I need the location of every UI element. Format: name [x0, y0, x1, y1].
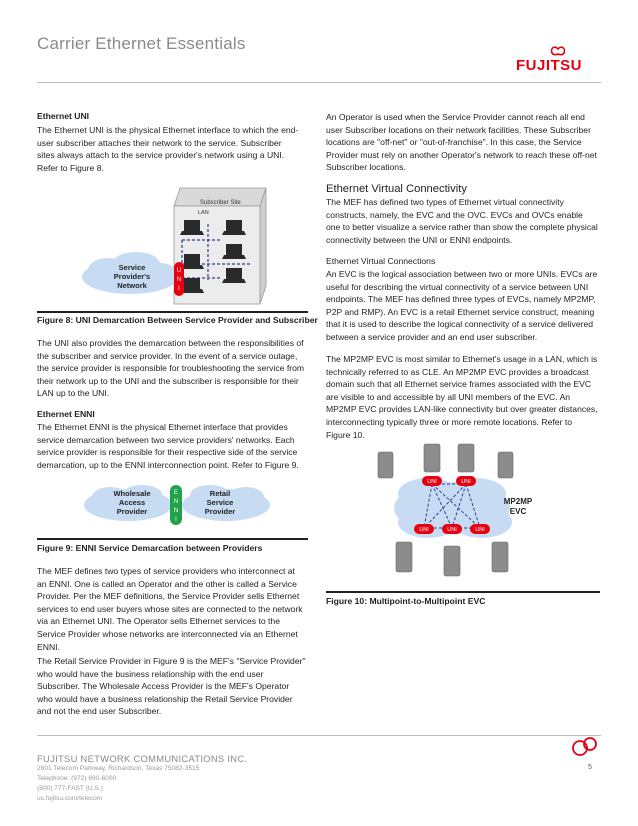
figure-10-caption: Figure 10: Multipoint-to-Multipoint EVC	[326, 596, 486, 606]
lan-label: LAN	[198, 210, 209, 216]
subscriber-site-label: Subscriber Site	[200, 200, 241, 206]
header-rule	[37, 82, 601, 83]
heading-ethernet-enni: Ethernet ENNI	[37, 409, 95, 419]
wholesale-line2: Access	[118, 498, 146, 507]
footer-company: FUJITSU NETWORK COMMUNICATIONS INC.	[37, 753, 248, 764]
paragraph-mef-providers: The MEF defines two types of service providers who interconnect at an ENNI. One is called an Operator and the other is called a Service Provider. Per the MEF definitions, the Service Provider sells Ethernet services to end user buyers whose sites are connected to the network via an Ethernet UNI. The Operator sells Ethernet services to the Service Provider whose networks are interconnected via an Ethernet ENNI.	[37, 566, 303, 652]
fujitsu-infinity-icon	[568, 735, 602, 757]
cloud-line2: Provider's	[113, 272, 151, 281]
enni-letter-e: E	[173, 490, 179, 496]
cloud-line1: Service	[118, 263, 146, 272]
figure-10-rule	[326, 591, 600, 593]
enni-letter-n1: N	[173, 499, 179, 505]
uni-badge-1: UNI	[427, 479, 437, 485]
page-number: 5	[588, 764, 592, 771]
uni-badge-4: UNI	[447, 527, 457, 533]
enni-letter-i: I	[175, 517, 177, 523]
paragraph-evc-definition: An EVC is the logical association between two or more UNIs. EVCs are useful for describing the virtual connectivity of a service between UNI endpoints. The MEF has defined three types of EVCs, namely MP2MP, P2P and RMP). An EVC is a retail Ethernet service construct, meaning that it is used to describe the logical connectivity of a service delivered between a service provider and an end user subscriber.	[326, 269, 598, 342]
uni-badge-2: UNI	[461, 479, 471, 485]
paragraph-uni-demarcation: The UNI also provides the demarcation between the responsibilities of the subscriber and service provider. In the event of a service outage, the service provider is responsible for troubleshooting the service from their network up to the UNI and the subscriber is responsible for their LAN up to the UNI.	[37, 338, 305, 399]
figure-10-diagram	[370, 442, 550, 582]
evc-line1: MP2MP	[503, 497, 533, 506]
cloud-line3: Network	[117, 281, 147, 290]
footer-address: 2801 Telecom Parkway, Richardson, Texas 75082-3515	[37, 765, 200, 772]
retail-line2: Service	[206, 498, 234, 507]
figure-9-diagram	[80, 481, 280, 527]
figure-8-caption: Figure 8: UNI Demarcation Between Service Provider and Subscriber	[37, 315, 318, 325]
heading-ethernet-uni: Ethernet UNI	[37, 111, 90, 121]
paragraph-operator: An Operator is used when the Service Provider cannot reach all end user Subscriber locations on their network facilities. These Subscriber locations are "off-net" or "out-of-franchise". In this case, the Service Provider must rely on another Operator's network to reach these off-net Subscriber locations.	[326, 112, 597, 173]
wholesale-line1: Wholesale	[113, 489, 151, 498]
footer-url[interactable]: us.fujitsu.com/telecom	[37, 795, 103, 802]
paragraph-ethernet-enni: The Ethernet ENNI is the physical Ethernet interface that provides service demarcation between two service providers' networks. Each service provider is responsible for their respective side of the service demarcation, up to the ENNI interconnection point. Refer to Figure 9.	[37, 422, 299, 470]
uni-letter-u: U	[176, 268, 182, 274]
figure-8-rule	[37, 311, 308, 313]
figure-9-caption: Figure 9: ENNI Service Demarcation between Providers	[37, 543, 263, 553]
document-title: Carrier Ethernet Essentials	[37, 34, 246, 53]
figure-9-rule	[37, 538, 308, 540]
retail-line3: Provider	[204, 507, 236, 516]
fujitsu-logo	[516, 44, 600, 74]
footer-phone: Telephone: (972) 690-6000	[37, 775, 117, 782]
figure-8-diagram	[70, 180, 310, 310]
heading-ethernet-virtual-connectivity: Ethernet Virtual Connectivity	[326, 183, 467, 195]
footer-phone2: (800) 777-FAST (U.S.)	[37, 785, 103, 792]
enni-letter-n2: N	[173, 508, 179, 514]
footer-rule	[37, 735, 601, 736]
uni-badge-3: UNI	[419, 527, 429, 533]
paragraph-virtual-connectivity: The MEF has defined two types of Ethernet virtual connectivity constructs, namely, the EVC and the OVC. EVCs and OVCs enable one to better visualize a service rather than show the complete physical connectivity between the UNI or ENNI endpoints.	[326, 197, 598, 245]
uni-letter-n: N	[176, 277, 182, 283]
retail-line1: Retail	[209, 489, 231, 498]
paragraph-mp2mp: The MP2MP EVC is most similar to Ethernet's usage in a LAN, which is technically referred to as CLE. An MP2MP EVC provides a broadcast domain such that all Ethernet service frames associated with the EVC are visible to and accessible by all UNI members of the EVC. An MP2MP EVC provides LAN-like connectivity but over greater distances, interconnecting typically three or more remote locations. Refer to Figure 10.	[326, 354, 598, 440]
paragraph-retail-provider: The Retail Service Provider in Figure 9 is the MEF's "Service Provider" who would have the business relationship with the end user Subscriber. The Wholesale Access Provider is the MEF's Operator who would have a business relationship the Retail Service Provider and not the end user Subscriber.	[37, 656, 306, 717]
evc-line2: EVC	[509, 507, 527, 516]
heading-ethernet-virtual-connections: Ethernet Virtual Connections	[326, 256, 436, 266]
wholesale-line3: Provider	[116, 507, 148, 516]
uni-badge-5: UNI	[475, 527, 485, 533]
uni-letter-i: I	[178, 286, 180, 292]
paragraph-ethernet-uni: The Ethernet UNI is the physical Ethernet interface to which the end-user subscriber attaches their network to the service. Subscriber sites always attach to the service provider's network using a UNI. Refer to Figure 8.	[37, 125, 299, 173]
svg-text:FUJITSU: FUJITSU	[516, 57, 583, 74]
